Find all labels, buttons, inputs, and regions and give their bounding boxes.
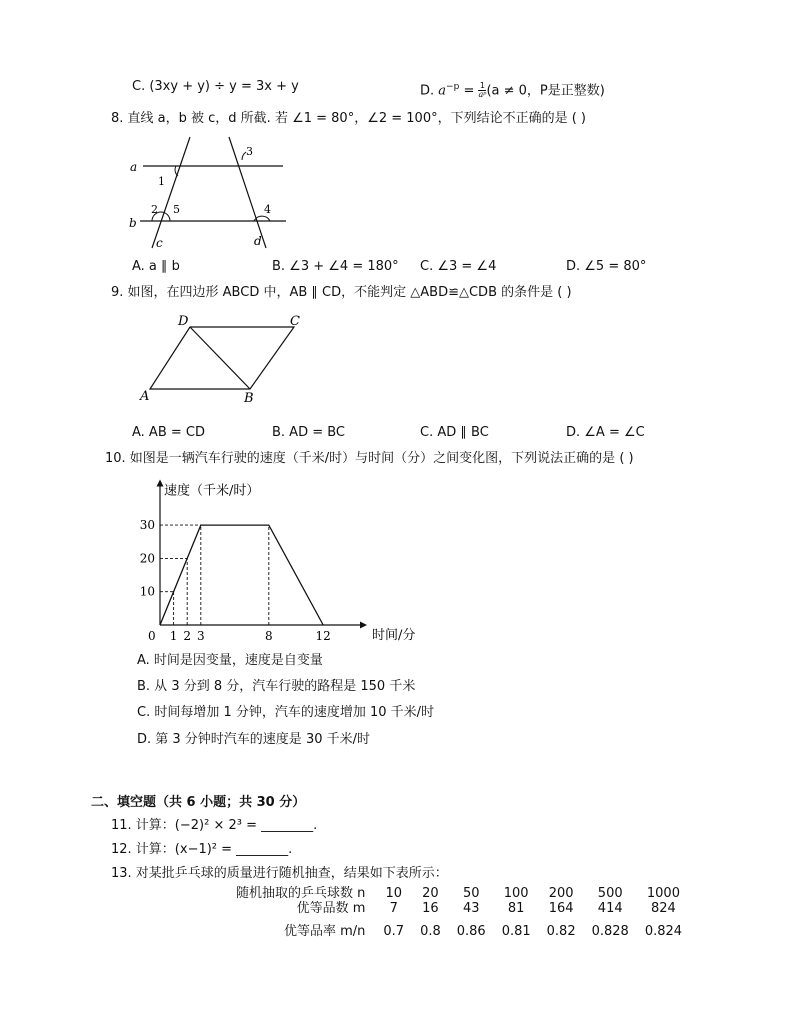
table-cell: 824 (651, 901, 676, 916)
q8-label-d: d (254, 234, 262, 248)
chart-x-tick-label: 12 (315, 629, 331, 643)
q13-row-n-label: 随机抽取的乒乓球数 n (236, 886, 366, 901)
chart-series-line (160, 525, 323, 625)
table-cell: 43 (462, 901, 480, 916)
q9-stem: 9. 如图，在四边形 ABCD 中，AB ∥ CD，不能判定 △ABD≌△CDB 的条件是 ( ) (111, 285, 572, 300)
q10-option-a: A. 时间是因变量，速度是自变量 (137, 653, 323, 668)
table-cell: 10 (385, 886, 402, 901)
q9-label-b: B (244, 391, 254, 406)
q9-option-d: D. ∠A = ∠C (566, 425, 645, 440)
q9-option-b: B. AD = BC (272, 425, 346, 440)
q8-label-2: 2 (151, 203, 158, 216)
q8-label-5: 5 (173, 203, 180, 216)
q13-row-rate-label: 优等品率 m/n (283, 924, 366, 939)
q10-option-d: D. 第 3 分钟时汽车的速度是 30 千米/时 (137, 732, 370, 747)
q9-option-a: A. AB = CD (132, 425, 205, 440)
table-cell: 200 (548, 886, 574, 901)
q7-option-c: C. (3xy + y) ÷ y = 3x + y (132, 79, 299, 94)
q10-option-b: B. 从 3 分到 8 分，汽车行驶的路程是 150 千米 (137, 679, 416, 694)
table-row (228, 886, 690, 901)
q7-option-d-base: a (438, 83, 447, 99)
chart-origin-label: 0 (148, 629, 156, 643)
table-row (228, 916, 690, 939)
chart-guides (160, 525, 269, 625)
chart-y-tick-label: 10 (139, 584, 155, 599)
chart-x-arrow (360, 622, 367, 629)
chart-y-arrow (157, 479, 164, 486)
table-cell: 1000 (646, 886, 680, 901)
q7-option-d-denominator: aᵖ (478, 90, 487, 100)
q9-label-c: C (290, 314, 300, 329)
table-cell: 164 (548, 901, 574, 916)
section-title: 二、填空题（共 6 小题；共 30 分） (91, 795, 306, 810)
table-cell: 0.81 (501, 924, 531, 939)
q8-option-b: B. ∠3 + ∠4 = 180° (272, 259, 399, 274)
table-cell: 0.86 (456, 924, 486, 939)
q10-option-c: C. 时间每增加 1 分钟，汽车的速度增加 10 千米/时 (137, 705, 435, 720)
chart-y-label: 速度（千米/时） (164, 483, 260, 499)
q7-option-d-condition: (a ≠ 0，P是正整数) (486, 83, 605, 99)
q8-label-c: c (156, 236, 163, 250)
chart-x-label: 时间/分 (372, 628, 416, 643)
q10-stem: 10. 如图是一辆汽车行驶的速度（千米/时）与时间（分）之间变化图，下列说法正确的是 ( ) (105, 451, 634, 466)
q7-option-d-label: D. (420, 83, 439, 99)
q7-option-d-eq: = (459, 83, 479, 99)
table-row (228, 901, 690, 916)
chart-y-tick-label: 20 (139, 551, 155, 566)
q9-label-d: D (178, 314, 189, 329)
table-cell: 0.8 (420, 924, 441, 939)
q13-row-m-label: 优等品数 m (296, 901, 366, 916)
q11-text: 11. 计算：(−2)² × 2³ = ________. (111, 818, 318, 833)
q8-label-b: b (129, 216, 137, 230)
q13-table (228, 886, 690, 939)
q7-option-d-exponent: −p (446, 82, 460, 92)
q7-option-d-numerator: 1 (479, 81, 486, 91)
q8-label-3: 3 (246, 145, 253, 158)
table-cell: 50 (462, 886, 480, 901)
q8-option-d: D. ∠5 = 80° (566, 259, 647, 274)
table-cell: 0.7 (383, 924, 405, 939)
q8-label-4: 4 (264, 203, 271, 216)
chart-x-tick-label: 2 (183, 629, 192, 643)
q8-option-c: C. ∠3 = ∠4 (420, 259, 497, 274)
chart-y-ticks (140, 518, 155, 599)
table-cell: 0.82 (546, 924, 576, 939)
chart-y-tick-label: 30 (139, 518, 155, 533)
table-cell: 7 (389, 901, 398, 916)
table-cell: 81 (507, 901, 525, 916)
q9-option-c: C. AD ∥ BC (420, 425, 489, 440)
q8-label-1: 1 (158, 175, 165, 188)
chart-x-tick-label: 3 (196, 629, 205, 643)
chart-x-tick-label: 1 (169, 629, 178, 643)
table-cell: 0.824 (644, 924, 683, 939)
q9-label-a: A (140, 389, 150, 404)
q12-text: 12. 计算：(x−1)² = ________. (111, 842, 293, 857)
table-cell: 500 (597, 886, 623, 901)
table-cell: 0.828 (591, 924, 629, 939)
chart-x-ticks (170, 629, 331, 643)
table-cell: 20 (422, 886, 439, 901)
q8-label-a: a (130, 160, 138, 174)
q8-stem: 8. 直线 a，b 被 c，d 所截. 若 ∠1 = 80°，∠2 = 100°，下列结论不正确的是 ( ) (111, 111, 587, 126)
table-cell: 100 (503, 886, 529, 901)
table-cell: 16 (422, 901, 439, 916)
q13-stem: 13. 对某批乒乓球的质量进行随机抽查，结果如下表所示： (111, 866, 448, 881)
chart-x-tick-label: 8 (264, 629, 273, 643)
table-cell: 414 (597, 901, 623, 916)
q8-option-a: A. a ∥ b (132, 259, 180, 274)
